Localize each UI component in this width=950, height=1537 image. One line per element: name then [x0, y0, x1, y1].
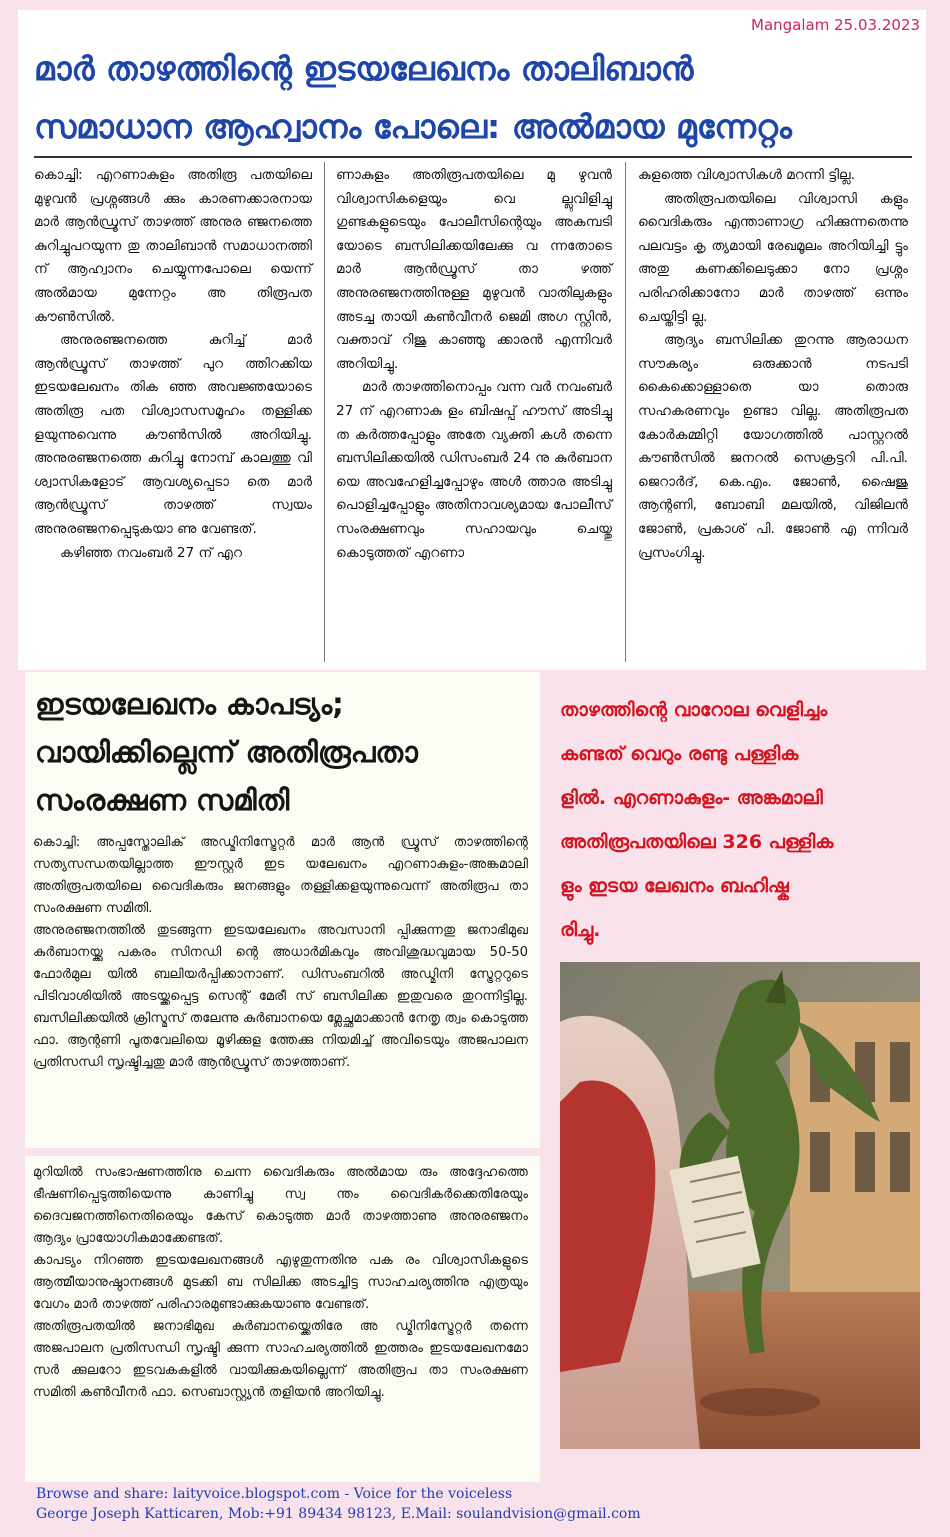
- red-annotation-line: അതിരൂപതയിലെ 326 പള്ളിക: [560, 831, 834, 853]
- red-annotation-line: താഴത്തിന്റെ വാറോല വെളിച്ചം: [560, 699, 828, 721]
- paragraph: അനുരഞ്ജനത്തെ കുറിച്ച് മാർ ആൻഡ്രൂസ് താഴത്ത് പുറ ത്തിറക്കിയ ഇടയലേഖനം തിക ഞ്ഞ അവജ്ഞയോടെ അതിരൂ പത വിശ്വാസസമൂഹം തള്ളിക്ക ളയുന്നുവെന്നു കൗൺസിൽ അറിയിച്ചു. അനുരഞ്ജനത്തെ കുറിച്ചു നോമ്പ് കാലത്തു വി ശ്വാസികളോട് ആവശ്യപ്പെടാ തെ മാർ ആൻഡ്രൂസ് താഴത്ത് സ്വയം അനുരഞ്ജനപ്പെടുകയാ ണു വേണ്ടത്.: [34, 332, 312, 537]
- red-annotation-line: ളിൽ. എറണാകുളം- അങ്കമാലി: [560, 787, 823, 809]
- headline-line-1: മാർ താഴത്തിന്റെ ഇടയലേഖനം താലിബാൻ: [34, 49, 694, 88]
- paragraph: ണാകുളം അതിരൂപതയിലെ മു ഴുവൻ വിശ്വാസികളെയും വെ ല്ലുവിളിച്ചു ഗുണ്ടകളുടെയും പോലീസിന്റെയും അകമ്പടി യോടെ ബസിലിക്കയിലേക്കു വ ന്നതോടെ മാർ ആൻഡ്രൂസ് താ ഴത്ത് അനുരഞ്ജനത്തിനുള്ള മുഴുവൻ വാതിലുകളും അടച്ച തായി കൺവീനർ ജെമി അഗ സ്റ്റിൻ, വക്താവ് റിജു കാഞ്ഞൂ ക്കാരൻ എന്നിവർ അറിയിച്ചു.: [336, 167, 612, 372]
- news-clipping-second: [25, 672, 540, 1482]
- second-headline: [35, 680, 530, 824]
- paragraph: കഴിഞ്ഞ നവംബർ 27 ന് എറ: [60, 544, 242, 561]
- article-column-1: [34, 164, 312, 565]
- footer: [36, 1484, 641, 1524]
- second-article-part-1: [33, 832, 528, 1074]
- red-annotation-line: ളും ഇടയ ലേഖനം ബഹിഷ്ക: [560, 875, 789, 897]
- paragraph: അതിരൂപതയിലെ വിശ്വാസി കളും വൈദികരും എന്താണാഗ്ര ഹിക്കുന്നതെന്നു പലവട്ടം കൃ ത്യമായി രേഖമൂലം അറിയിച്ചി ട്ടും അതു കണക്കിലെടുക്കാ നോ പ്രശ്നം പരിഹരിക്കാനോ മാർ താഴത്ത് ഒന്നും ചെയ്തിട്ടി ല്ല.: [638, 190, 908, 325]
- paragraph: മുറിയിൽ സംഭാഷണത്തിനു ചെന്ന വൈദികരും അൽമായ രും അദ്ദേഹത്തെ ഭീഷണിപ്പെടുത്തിയെന്നു കാണിച്ചു സ്വ ന്തം വൈദികർക്കെതിരേയും ദൈവജനത്തിനെതിരെയും കേസ് കൊടുത്ത മാർ താഴത്താണു അനുരഞ്ജനം ആദ്യം പ്രായോഗികമാക്കേണ്ടത്.: [33, 1165, 528, 1246]
- paragraph: കുളത്തെ വിശ്വാസികൾ മറന്നി ട്ടില്ല.: [638, 167, 856, 183]
- clipping-gap: [25, 1148, 540, 1156]
- paragraph: കൊച്ചി: അപ്പസ്തോലിക് അഡ്മിനിസ്ട്രേറ്റർ മാർ ആൻ ഡ്രൂസ് താഴത്തിന്റെ സത്യസന്ധതയില്ലാത്ത ഈസ്റ്റർ ഇട യലേഖനം എറണാകുളം-അങ്കമാലി അതിരൂപതയിലെ വൈദികരും ജനങ്ങളും തള്ളിക്കളയുന്നുവെന്ന് അതിരൂപ താ സംരക്ഷണ സമിതി.: [33, 835, 528, 916]
- paragraph: കൊച്ചി: എറണാകുളം അതിരൂ പതയിലെ മുഴുവൻ പ്രശ്നങ്ങൾ ക്കും കാരണക്കാരനായ മാർ ആൻഡ്രൂസ് താഴത്ത് അനുര ഞ്ജനത്തെ കുറിച്ചുപറയുന്ന തു താലിബാൻ സമാധാനത്തി ന് ആഹ്വാനം ചെയ്യുന്നപോലെ യെന്ന് അൽമായ മുന്നേറ്റം അ തിരൂപത കൗൺസിൽ.: [34, 167, 312, 325]
- paragraph: അനുരഞ്ജനത്തിൽ തുടങ്ങുന്ന ഇടയലേഖനം അവസാനി പ്പിക്കുന്നതു ജനാഭിമുഖ കുർബാനയ്ക്കു പകരം സിനഡി ന്റെ അധാർമികവും അവിശുദ്ധവുമായ 50-50 ഫോർമുല യിൽ ബലിയർപ്പിക്കാനാണ്. ഡിസംബറിൽ അഡ്മിനി സ്ട്രേറ്ററുടെ പിടിവാശിയിൽ അടയ്ക്കപ്പെട്ട സെന്റ് മേരീ സ് ബസിലിക്ക ഇതുവരെ തുറന്നിട്ടില്ല. ബസിലിക്കയിൽ ക്രിസ്മസ് തലേന്നു കുർബാനയെ മ്ലേച്ഛമാക്കാൻ നേതൃ ത്വം കൊടുത്ത ഫാ. ആന്റണി പൂതവേലിയെ മൂഴിക്കുള ത്തേക്കു നിയമിച്ച് അവിടെയും അജപാലന പ്രതിസന്ധി സൃഷ്ടിച്ചതു മാർ ആൻഡ്രൂസ് താഴത്താണ്.: [33, 923, 528, 1070]
- article-column-2: [336, 164, 612, 565]
- article-column-3: [638, 164, 908, 565]
- paragraph: മാർ താഴത്തിനൊപ്പം വന്ന വർ നവംബർ 27 ന് എറണാകു ളം ബിഷപ്പ് ഹൗസ് അടിച്ചു ത കർത്തപ്പോളും അതേ വ്യക്തി കൾ തന്നെ ബസിലിക്കയിൽ ഡിസംബർ 24 നു കുർബാന യെ അവഹേളിച്ചപ്പോഴും അൾ ത്താര അടിച്ചു പൊളിച്ചപ്പോളും അതിനാവശ്യമായ പോലീസ് സംരക്ഷണവും സഹായവും ചെയ്തു കൊടുത്തത് എറണാ: [336, 379, 612, 561]
- footer-line-1: Browse and share: laityvoice.blogspot.com - Voice for the voiceless: [36, 1486, 513, 1502]
- paragraph: ആദ്യം ബസിലിക്ക തുറന്നു ആരാധന സൗകര്യം ഒരുക്കാൻ നടപടി കൈക്കൊള്ളാതെ യാ തൊരു സഹകരണവും ഉണ്ടാ വില്ല. അതിരൂപത കോർകമ്മിറ്റി യോഗത്തിൽ പാസ്റ്ററൽ കൗൺസിൽ ജനറൽ സെക്രട്ടറി പി.പി. ജെറാർദ്, കെ.എം. ജോൺ, ഷൈജു ആന്റണി, ബോബി മലയിൽ, വിജിലൻ ജോൺ, പ്രകാശ് പി. ജോൺ എ ന്നിവർ പ്രസംഗിച്ചു.: [638, 332, 908, 561]
- painting-illustration: [560, 962, 920, 1449]
- footer-line-2: George Joseph Katticaren, Mob:+91 89434 98123, E.Mail: soulandvision@gmail.com: [36, 1506, 641, 1522]
- column-divider: [625, 162, 626, 662]
- paragraph: അതിരൂപതയിൽ ജനാഭിമുഖ കുർബാനയ്ക്കെതിരേ അ ഡ്മിനിസ്ട്രേറ്റർ തന്നെ അജപാലന പ്രതിസന്ധി സൃഷ്ടി ക്കുന്ന സാഹചര്യത്തിൽ ഇത്തരം ഇടയലേഖനമോ സർ ക്കുലറോ ഇടവകകളിൽ വായിക്കുകയില്ലെന്ന് അതിരൂപ താ സംരക്ഷണ സമിതി കൺവീനർ ഫാ. സെബാസ്റ്റ്യൻ തളിയൻ അറിയിച്ചു.: [33, 1319, 528, 1400]
- second-headline-line: ഇടയലേഖനം കാപട്യം;: [35, 687, 344, 721]
- headline-rule: [34, 156, 912, 158]
- red-annotation-line: രിച്ചു.: [560, 919, 601, 941]
- headline-line-2: സമാധാന ആഹ്വാനം പോലെ: അൽമായ മുന്നേറ്റം: [34, 107, 792, 146]
- source-date: Mangalam 25.03.2023: [751, 16, 920, 34]
- second-article-part-2: [33, 1162, 528, 1404]
- red-annotation-line: കണ്ടത് വെറും രണ്ടു പള്ളിക: [560, 743, 799, 765]
- column-divider: [324, 162, 325, 662]
- main-headline: [34, 40, 914, 156]
- second-headline-line: സംരക്ഷണ സമിതി: [35, 783, 290, 817]
- paragraph: കാപട്യം നിറഞ്ഞ ഇടയലേഖനങ്ങൾ എഴുതുന്നതിനു പക രം വിശ്വാസികളുടെ ആത്മീയാനുഷ്ഠാനങ്ങൾ മുടക്കി ബ സിലിക്ക അടച്ചിട്ട സാഹചര്യത്തിനു എത്രയും വേഗം മാർ താഴത്ത് പരിഹാരമുണ്ടാക്കുകയാണു വേണ്ടത്.: [33, 1253, 528, 1312]
- news-clipping-main: [18, 10, 926, 670]
- second-headline-line: വായിക്കില്ലെന്ന് അതിരൂപതാ: [35, 735, 418, 769]
- red-annotation: [560, 688, 925, 952]
- painting-svg: [560, 962, 920, 1449]
